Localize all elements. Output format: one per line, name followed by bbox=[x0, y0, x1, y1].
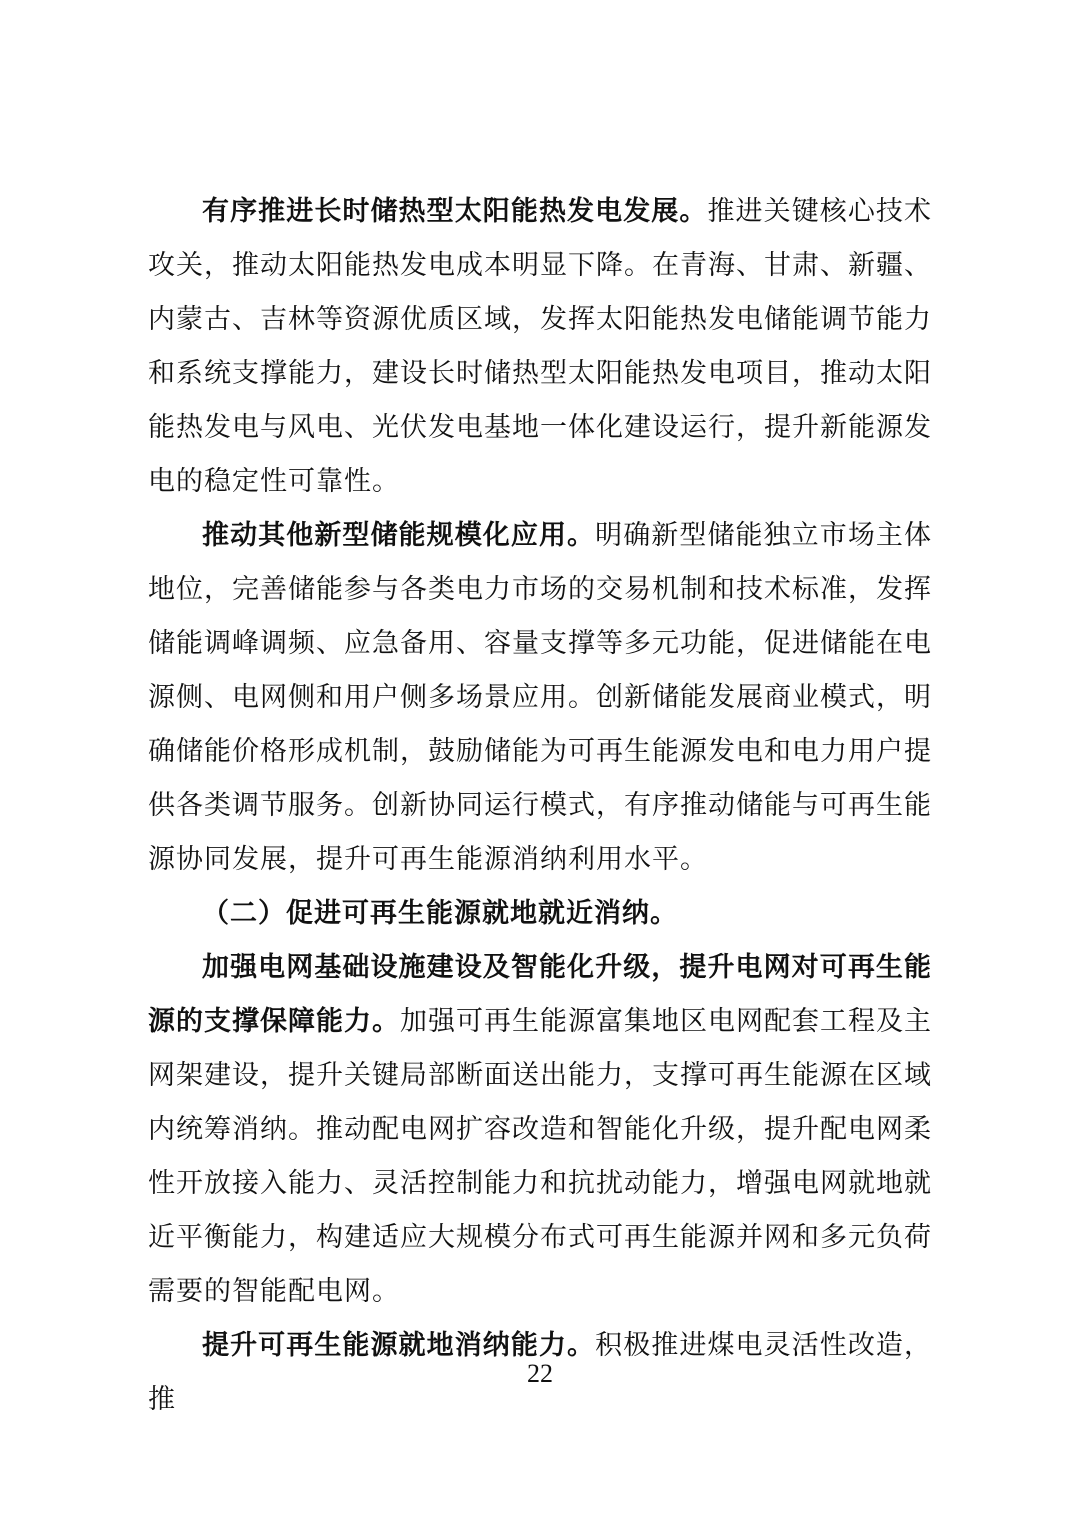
paragraph bbox=[148, 184, 932, 508]
paragraph-lead: 有序推进长时储热型太阳能热发电发展。 bbox=[202, 196, 708, 226]
paragraph bbox=[148, 508, 932, 886]
paragraph-text: 推进关键核心技术攻关，推动太阳能热发电成本明显下降。在青海、甘肃、新疆、内蒙古、吉林等资源优质区域，发挥太阳能热发电储能调节能力和系统支撑能力，建设长时储热型太阳能热发电项目，推动太阳能热发电与风电、光伏发电基地一体化建设运行，提升新能源发电的稳定性可靠性。 bbox=[148, 196, 933, 496]
section-heading bbox=[148, 886, 932, 940]
page-number: 22 bbox=[527, 1359, 553, 1388]
paragraph bbox=[148, 940, 932, 1318]
paragraph-text: 加强可再生能源富集地区电网配套工程及主网架建设，提升关键局部断面送出能力，支撑可再生能源在区域内统筹消纳。推动配电网扩容改造和智能化升级，提升配电网柔性开放接入能力、灵活控制能力和抗扰动能力，增强电网就地就近平衡能力，构建适应大规模分布式可再生能源并网和多元负荷需要的智能配电网。 bbox=[148, 1006, 932, 1306]
paragraph-lead: （二）促进可再生能源就地就近消纳。 bbox=[202, 898, 678, 928]
paragraph-text: 明确新型储能独立市场主体地位，完善储能参与各类电力市场的交易机制和技术标准，发挥储能调峰调频、应急备用、容量支撑等多元功能，促进储能在电源侧、电网侧和用户侧多场景应用。创新储能发展商业模式，明确储能价格形成机制，鼓励储能为可再生能源发电和电力用户提供各类调节服务。创新协同运行模式，有序推动储能与可再生能源协同发展，提升可再生能源消纳利用水平。 bbox=[148, 520, 933, 874]
paragraph-lead: 推动其他新型储能规模化应用。 bbox=[202, 520, 596, 550]
paragraph-lead: 加强电网基础设施建设及智能化升级，提升电网对可再生能源的支撑保障能力。 bbox=[148, 952, 932, 1036]
paragraph-text: 积极推进煤电灵活性改造，推 bbox=[148, 1330, 933, 1414]
paragraph-lead: 提升可再生能源就地消纳能力。 bbox=[202, 1330, 596, 1360]
